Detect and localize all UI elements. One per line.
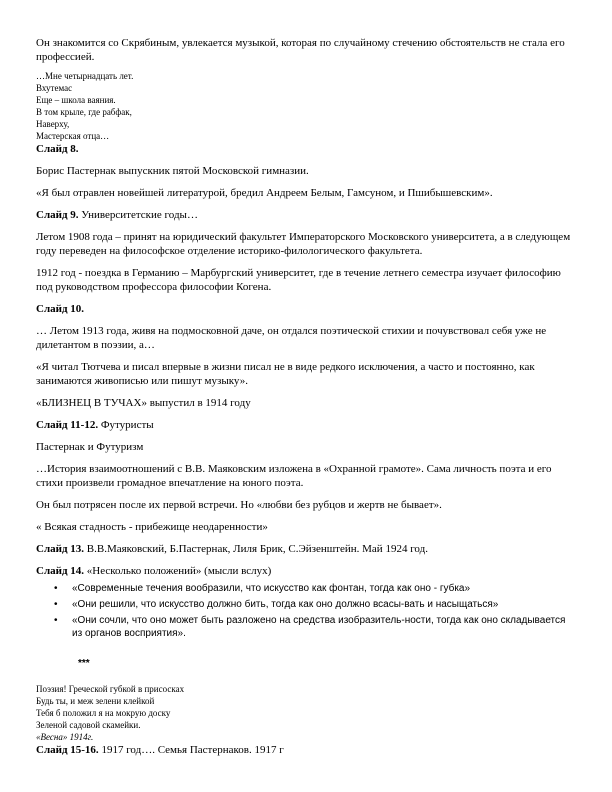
slide-label: Слайд 9. — [36, 209, 79, 221]
slide-label: Слайд 15-16. — [36, 744, 99, 756]
section-separator: *** — [78, 658, 90, 669]
paragraph-summer-1913: … Летом 1913 года, живя на подмосковной даче, он отдался поэтической стихии и почувствовал себя уже не дилетантом в поэзии, а… — [36, 325, 547, 351]
slide-9-heading — [36, 208, 576, 222]
slide-label: Слайд 14. — [36, 565, 85, 577]
poem-line: Зеленой садовой скамейки. — [36, 720, 141, 730]
poem-line: Мастерская отца… — [36, 131, 110, 141]
slide-title: Футуристы — [98, 419, 154, 431]
slide-8-heading — [36, 142, 576, 156]
slide-label: Слайд 8. — [36, 143, 79, 155]
slide-10-heading — [36, 302, 576, 316]
list-item: • «Они сочли, что оно может быть разложено на средства изобразитель-ности, тогда как оно складывается из органов восприятия». — [72, 614, 576, 640]
slide-15-16-heading — [36, 743, 576, 757]
slide-label: Слайд 13. — [36, 543, 85, 555]
slide-title: «Несколько положений» (мысли вслух) — [84, 565, 272, 577]
slide-label: Слайд 11-12. — [36, 419, 99, 431]
paragraph-gymnasium: Борис Пастернак выпускник пятой Московской гимназии. — [36, 165, 309, 177]
slide-title: Университетские годы… — [78, 209, 198, 221]
poem-source: «Весна» 1914г. — [36, 732, 94, 742]
slide-11-12-heading — [36, 418, 576, 432]
paragraph-university: Летом 1908 года – принят на юридический факультет Императорского Московского университета, а в следующем году переведен на философское отделение историко-филологического факультета. — [36, 231, 571, 257]
slide-label: Слайд 10. — [36, 303, 85, 315]
paragraph-mayakovsky: …История взаимоотношений с В.В. Маяковским изложена в «Охранной грамоте». Сама личность поэта и его стихи произвели громадное впечатление на юного поэта. — [36, 463, 552, 489]
poem-line: Еще – школа ваяния. — [36, 95, 116, 105]
list-item: • «Они решили, что искусство должно бить, тогда как оно должно всасы-вать и насыщаться» — [72, 598, 576, 611]
paragraph-futurism: Пастернак и Футуризм — [36, 441, 144, 453]
slide-13-heading — [36, 542, 576, 556]
slide-14-heading — [36, 564, 576, 578]
poem-line: Вхутемас — [36, 83, 73, 93]
paragraph-scriabin: Он знакомится со Скрябиным, увлекается музыкой, которая по случайному стечению обстоятельств не стала его профессией. — [36, 37, 565, 63]
poem-excerpt-2 — [36, 683, 576, 743]
quote-herd: « Всякая стадность - прибежище неодаренности» — [36, 521, 268, 533]
paragraph-first-meeting: Он был потрясен после их первой встречи. Но «любви без рубцов и жертв не бывает». — [36, 499, 442, 511]
poem-line: Тебя б положил я на мокрую доску — [36, 708, 171, 718]
poem-line: В том крыле, где рабфак, — [36, 107, 132, 117]
document-page — [36, 36, 576, 765]
theses-list — [36, 582, 576, 640]
poem-line: …Мне четырнадцать лет. — [36, 71, 134, 81]
quote-tyutchev: «Я читал Тютчева и писал впервые в жизни писал не в виде редкого исключения, а часто и постоянно, как занимаются живописью или пишут музыку». — [36, 361, 535, 387]
slide-title: В.В.Маяковский, Б.Пастернак, Лиля Брик, С.Эйзенштейн. Май 1924 год. — [84, 543, 428, 555]
slide-title: 1917 год…. Семья Пастернаков. 1917 г — [98, 744, 284, 756]
paragraph-marburg: 1912 год - поездка в Германию – Марбургский университет, где в течение летнего семестра изучает философию под руководством профессора философии Когена. — [36, 267, 561, 293]
list-item: • «Современные течения вообразили, что искусство как фонтан, тогда как оно - губка» — [72, 582, 576, 595]
quote-literature: «Я был отравлен новейшей литературой, бредил Андреем Белым, Гамсуном, и Пшибышевским». — [36, 187, 493, 199]
paragraph-twin-in-clouds: «БЛИЗНЕЦ В ТУЧАХ» выпустил в 1914 году — [36, 397, 251, 409]
poem-excerpt-1 — [36, 70, 576, 142]
poem-line: Наверху, — [36, 119, 70, 129]
poem-line: Будь ты, и меж зелени клейкой — [36, 696, 155, 706]
poem-line: Поэзия! Греческой губкой в присосках — [36, 684, 185, 694]
